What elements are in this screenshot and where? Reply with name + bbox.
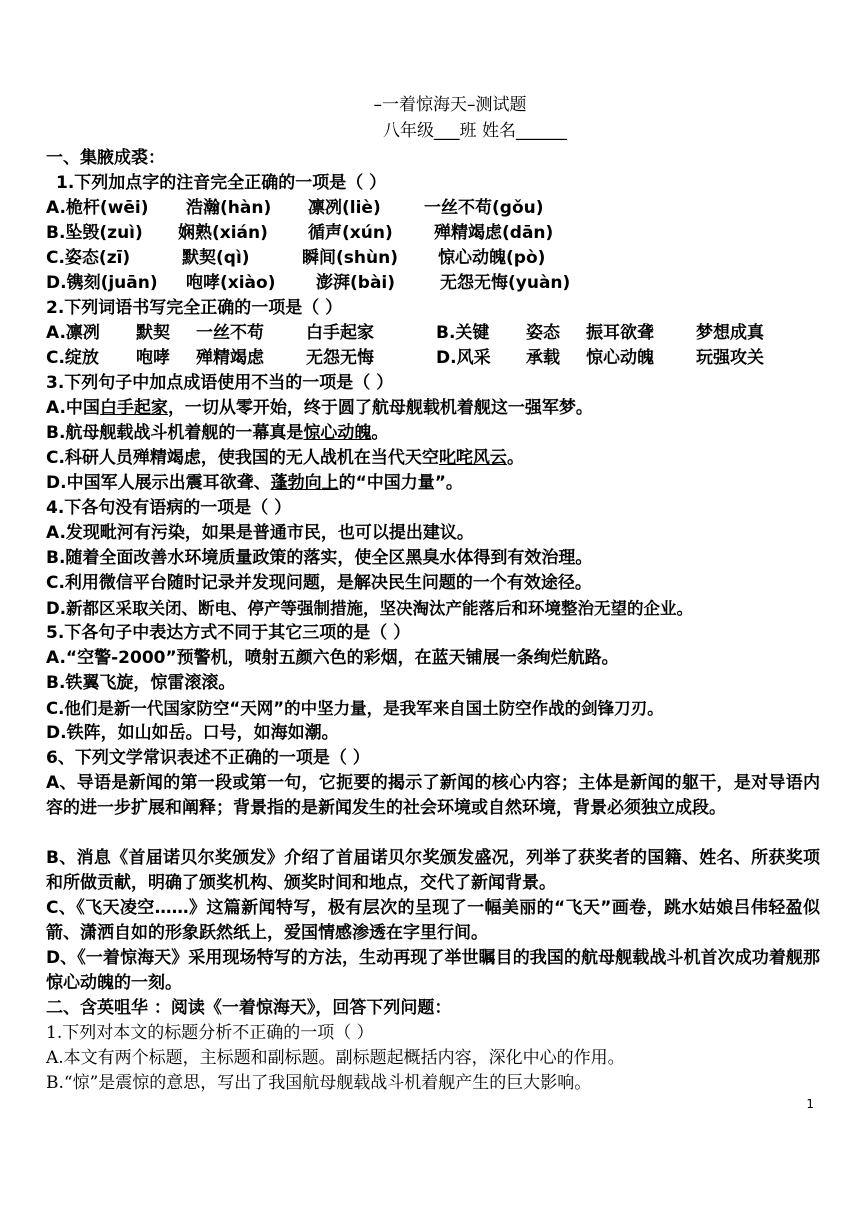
q4-stem: 4.下各句没有语病的一项是（ ） [46,498,292,518]
q2-d-3: 惊心动魄 [586,348,654,368]
page-number: 1 [806,1097,814,1111]
page-title: –一着惊海天–测试题 [373,95,527,115]
q1-a-1: A.桅杆(wēi) [46,198,149,218]
q1-a-4: 一丝不苟(gǒu) [424,198,544,218]
q5-option-a: A.“空警-2000”预警机，喷射五颜六色的彩烟，在蓝天铺展一条绚烂航路。 [46,648,619,668]
q2-a-4: 白手起家 [306,323,374,343]
class-name-line: 八年级___班 姓名______ [383,121,567,141]
q1-d-4: 无怨无悔(yuàn) [440,273,571,293]
q1-b-4: 殚精竭虑(dān) [434,223,554,243]
q6-option-d: D、《一着惊海天》采用现场特写的方法，生动再现了举世瞩目的我国的航母舰载战斗机首次成功着舰那惊心动魄的一刻。 [46,948,820,993]
q1-b-3: 循声(xún) [308,223,393,243]
q2-options-ab [46,321,820,346]
q2-d-2: 承载 [526,348,560,368]
q3-c-idiom: 叱咤风云 [438,448,507,468]
q5-stem: 5.下各句子中表达方式不同于其它三项的是（ ） [46,623,411,643]
q2-c-2: 咆哮 [136,348,170,368]
p1-option-b: B.“惊”是震惊的意思，写出了我国航母舰载战斗机着舰产生的巨大影响。 [46,1073,592,1093]
q3-c-post: 。 [506,448,524,468]
q1-option-c [46,246,820,271]
q5-option-d: D.铁阵，如山如岳。口号，如海如潮。 [46,723,339,743]
q1-c-3: 瞬间(shùn) [302,248,398,268]
q4-option-a: A.发现毗河有污染，如果是普通市民，也可以提出建议。 [46,523,474,543]
q1-option-b [46,221,820,246]
q1-c-4: 惊心动魄(pò) [438,248,546,268]
q2-b-2: 姿态 [526,323,560,343]
q2-c-3: 殚精竭虑 [196,348,264,368]
q1-c-1: C.姿态(zī) [46,248,131,268]
q3-c-pre: C.科研人员殚精竭虑，使我国的无人战机在当代天空 [46,448,439,468]
q3-d-pre: D.中国军人展示出震耳欲聋、 [46,473,271,493]
q1-a-2: 浩瀚(hàn) [186,198,272,218]
q6-stem: 6、下列文学常识表述不正确的一项是（ ） [46,748,370,768]
q1-a-3: 凛冽(liè) [308,198,381,218]
q3-d-post: 的“中国力量”。 [338,473,463,493]
q6-option-c: C、《飞天凌空……》这篇新闻特写，极有层次的呈现了一幅美丽的“飞天”画卷，跳水姑娘吕伟轻盈似箭、潇洒自如的形象跃然纸上，爱国情感渗透在字里行间。 [46,898,820,943]
q2-c-4: 无怨无悔 [306,348,374,368]
q6-option-b: B、消息《首届诺贝尔奖颁发》介绍了首届诺贝尔奖颁发盛况，列举了获奖者的国籍、姓名、所获奖项和所做贡献，明确了颁奖机构、颁奖时间和地点，交代了新闻背景。 [46,848,820,893]
q1-b-1: B.坠毁(zuì) [46,223,143,243]
q1-d-1: D.镌刻(juān) [46,273,158,293]
q5-option-b: B.铁翼飞旋，惊雷滚滚。 [46,673,236,693]
q4-option-c: C.利用微信平台随时记录并发现问题，是解决民生问题的一个有效途径。 [46,573,592,593]
section-1-heading: 一、集腋成裘： [46,148,165,168]
q3-a-pre: A.中国 [46,398,100,418]
q1-stem: 1.下列加点字的注音完全正确的一项是（ ） [56,173,387,193]
q3-option-d [46,471,820,496]
q1-b-2: 娴熟(xián) [178,223,268,243]
p1-option-a: A.本文有两个标题，主标题和副标题。副标题起概括内容，深化中心的作用。 [46,1048,625,1068]
q3-d-idiom: 蓬勃向上 [270,473,339,493]
q3-option-b [46,421,820,446]
q2-b-1: B.关键 [436,323,490,343]
q1-option-d [46,271,820,296]
q3-a-idiom: 白手起家 [99,398,168,418]
q2-a-1: A.凛冽 [46,323,100,343]
q3-stem: 3.下列句子中加点成语使用不当的一项是（ ） [46,373,394,393]
q2-b-4: 梦想成真 [696,323,764,343]
section-2-heading: 二、含英咀华 ：阅读《一着惊海天》，回答下列问题： [46,998,452,1018]
q2-options-cd [46,346,820,371]
q4-option-b: B.随着全面改善水环境质量政策的落实，使全区黑臭水体得到有效治理。 [46,548,593,568]
q1-d-3: 澎湃(bài) [316,273,396,293]
p1-stem: 1.下列对本文的标题分析不正确的一项（ ） [46,1023,374,1043]
q3-b-post: 。 [371,423,389,443]
q3-option-c [46,446,820,471]
q2-b-3: 振耳欲聋 [586,323,654,343]
q1-c-2: 默契(qì) [182,248,250,268]
q2-stem: 2.下列词语书写完全正确的一项是（ ） [46,298,343,318]
q3-a-post: ，一切从零开始，终于圆了航母舰载机着舰这一强军梦。 [167,398,593,418]
q6-option-a: A、导语是新闻的第一段或第一句，它扼要的揭示了新闻的核心内容；主体是新闻的躯干，是对导语内容的进一步扩展和阐释；背景指的是新闻发生的社会环境或自然环境，背景必须独立成段。 [46,773,820,818]
q5-option-c: C.他们是新一代国家防空“天网”的中坚力量，是我军来自国土防空作战的剑锋刀刃。 [46,699,664,718]
q1-d-2: 咆哮(xiào) [186,273,276,293]
q3-b-pre: B.航母舰载战斗机着舰的一幕真是 [46,423,304,443]
q1-option-a [46,196,820,221]
q3-option-a [46,396,820,421]
q4-option-d: D.新都区采取关闭、断电、停产等强制措施，坚决淘汰产能落后和环境整治无望的企业。 [46,599,693,618]
q2-d-1: D.风采 [436,348,491,368]
q2-d-4: 玩强攻关 [696,348,764,368]
q2-c-1: C.绽放 [46,348,99,368]
q2-a-3: 一丝不苟 [196,323,264,343]
q2-a-2: 默契 [136,323,170,343]
q3-b-idiom: 惊心动魄 [303,423,372,443]
